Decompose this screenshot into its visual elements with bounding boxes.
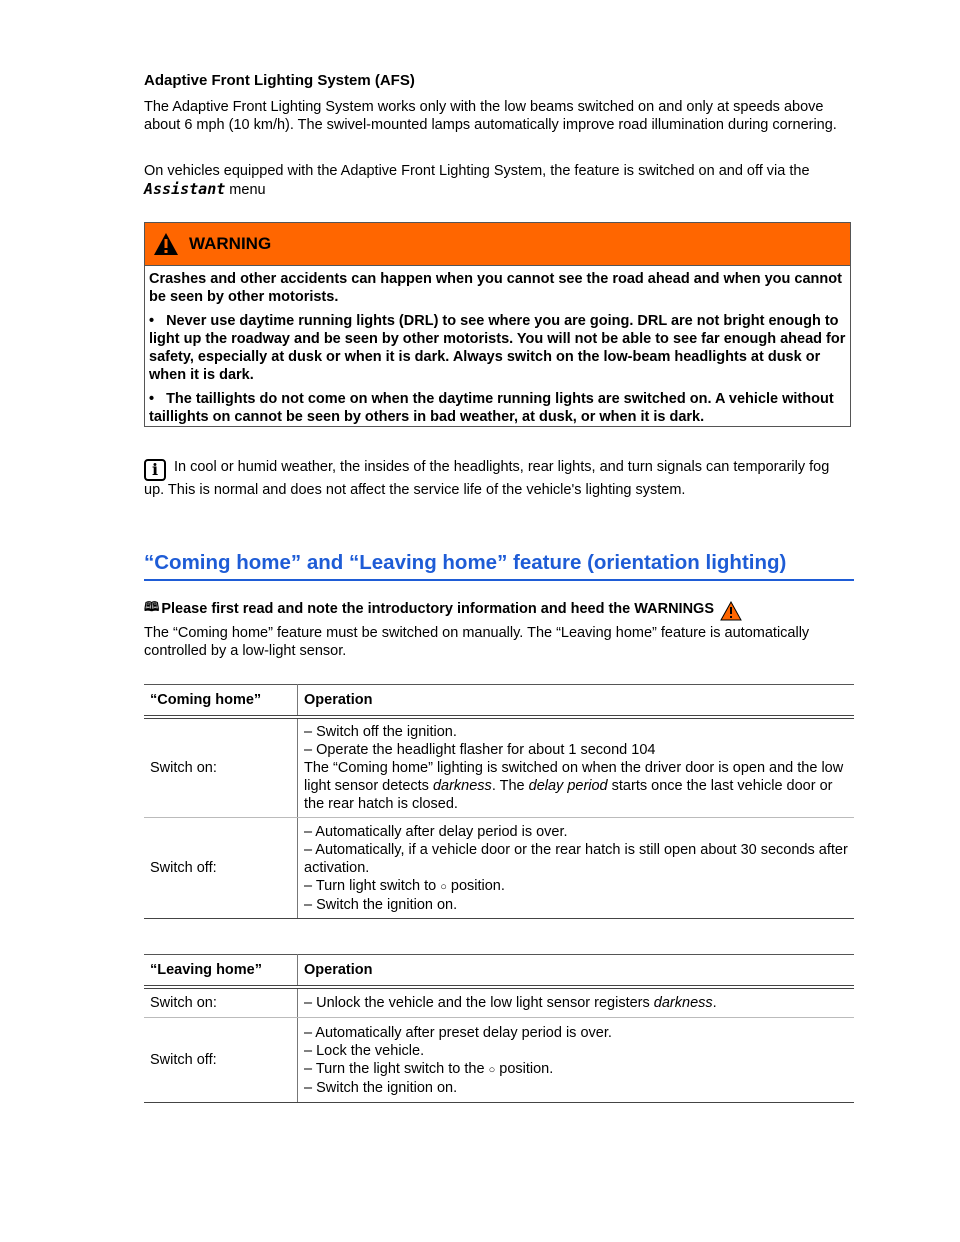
switch-off-operation: [298, 818, 855, 919]
table-header-row: [144, 685, 854, 718]
op-text: – Turn light switch to: [304, 877, 441, 894]
table-row: [144, 1018, 854, 1103]
intro-text: Please first read and note the introductory information and heed the WARNINGS: [161, 601, 715, 617]
op-italic: delay period: [528, 778, 608, 794]
light-off-symbol-icon: ○: [440, 880, 447, 893]
op-text: starts once the last vehicle door or the rear hatch is closed.: [304, 778, 833, 812]
op-line: – Automatically after delay period is over.: [304, 823, 568, 840]
orientation-paragraph: The “Coming home” feature must be switched on manually. The “Leaving home” feature is automatically controlled by a low-light sensor.: [144, 625, 810, 659]
intro-line: [144, 598, 742, 620]
op-text: . The: [491, 778, 529, 794]
warning-bullet-1: [149, 312, 846, 384]
op-text: – Turn the light switch to the: [304, 1060, 489, 1077]
op-italic: darkness: [432, 778, 492, 794]
note-text: In cool or humid weather, the insides of the headlights, rear lights, and turn signals can temporarily fog up. This is normal and does not affect the service life of the vehicle's lighting system.: [144, 459, 830, 498]
switch-on-operation: [298, 987, 855, 1018]
op-line: – Automatically after preset delay period is over.: [304, 1024, 612, 1041]
switch-on-operation: [298, 717, 855, 818]
book-icon: 🕮: [144, 599, 160, 614]
assistant-menu-name: Assistant: [144, 180, 226, 198]
operation-col-header: Operation: [298, 955, 855, 988]
switch-on-label: Switch on:: [144, 987, 298, 1018]
note-paragraph: [144, 458, 849, 499]
warning-bullet-2-text: The taillights do not come on when the daytime running lights are switched on. A vehicle without taillights on cannot be seen by others in bad weather, at dusk, or when it is dark.: [149, 391, 834, 425]
table-row: [144, 987, 854, 1018]
leaving-home-table: [144, 954, 854, 1103]
warning-bullet-2: [149, 390, 846, 426]
switch-off-operation: [298, 1018, 855, 1103]
op-text: – Unlock the vehicle and the low light sensor registers: [304, 995, 654, 1011]
afs-paragraph-1: The Adaptive Front Lighting System works only with the low beams switched on and only at speeds above about 6 mph (10 km/h). The swivel-mounted lamps automatically improve road illumination during cornering.: [144, 99, 837, 133]
afs-para2-start: On vehicles equipped with the Adaptive Front Lighting System, the feature is switched on and off via the: [144, 163, 810, 179]
orientation-section-title: “Coming home” and “Leaving home” feature (orientation lighting): [144, 551, 854, 581]
bullet-symbol: •: [149, 313, 155, 329]
switch-off-label: Switch off:: [144, 818, 298, 919]
op-text: position.: [446, 877, 505, 894]
table-row: [144, 717, 854, 818]
table-row: [144, 818, 854, 919]
warning-bullet-1-text: Never use daytime running lights (DRL) to see where you are going. DRL are not bright enough to light up the roadway and be seen by other motorists. You will not be able to see far enough ahead for safety, especially at dusk or when it is dark. Always switch on the low-beam headlights at dusk or when it is dark.: [149, 313, 846, 383]
operation-col-header: Operation: [298, 685, 855, 718]
coming-home-col-header: “Coming home”: [144, 685, 298, 718]
switch-off-label: Switch off:: [144, 1018, 298, 1103]
op-text: The “Coming home” lighting is switched on when the driver door is open and the low light sensor detects: [304, 760, 844, 794]
op-line: [304, 877, 848, 896]
leaving-home-col-header: “Leaving home”: [144, 955, 298, 988]
warning-header: [145, 223, 850, 266]
op-italic: darkness: [653, 995, 713, 1011]
op-line: – Automatically, if a vehicle door or the rear hatch is still open about 30 seconds after activation.: [304, 841, 848, 876]
info-icon: i: [144, 459, 166, 481]
afs-paragraph-2: [144, 162, 849, 199]
warning-body: [145, 266, 850, 426]
op-line: – Switch the ignition on.: [304, 1079, 458, 1096]
warning-label: WARNING: [189, 234, 272, 253]
op-line: – Switch off the ignition.: [304, 724, 457, 740]
bullet-symbol: •: [149, 391, 155, 407]
table-header-row: [144, 955, 854, 988]
op-line: – Operate the headlight flasher for about 1 second 104: [304, 742, 656, 758]
light-off-symbol-icon: ○: [488, 1063, 496, 1076]
warning-small-icon: [720, 601, 742, 621]
op-line: [304, 759, 848, 813]
afs-para2-end: menu: [225, 182, 266, 198]
warning-intro: Crashes and other accidents can happen when you cannot see the road ahead and when you cannot be seen by other motorists.: [149, 271, 842, 305]
warning-box: [144, 222, 851, 427]
op-line: – Lock the vehicle.: [304, 1042, 425, 1059]
switch-on-label: Switch on:: [144, 717, 298, 818]
op-text: .: [712, 995, 717, 1011]
coming-home-table: [144, 684, 854, 919]
op-text: position.: [495, 1060, 554, 1077]
op-line: – Switch the ignition on.: [304, 896, 458, 913]
warning-triangle-icon: [153, 232, 179, 256]
afs-title: Adaptive Front Lighting System (AFS): [144, 72, 415, 89]
op-line: [304, 1060, 848, 1079]
